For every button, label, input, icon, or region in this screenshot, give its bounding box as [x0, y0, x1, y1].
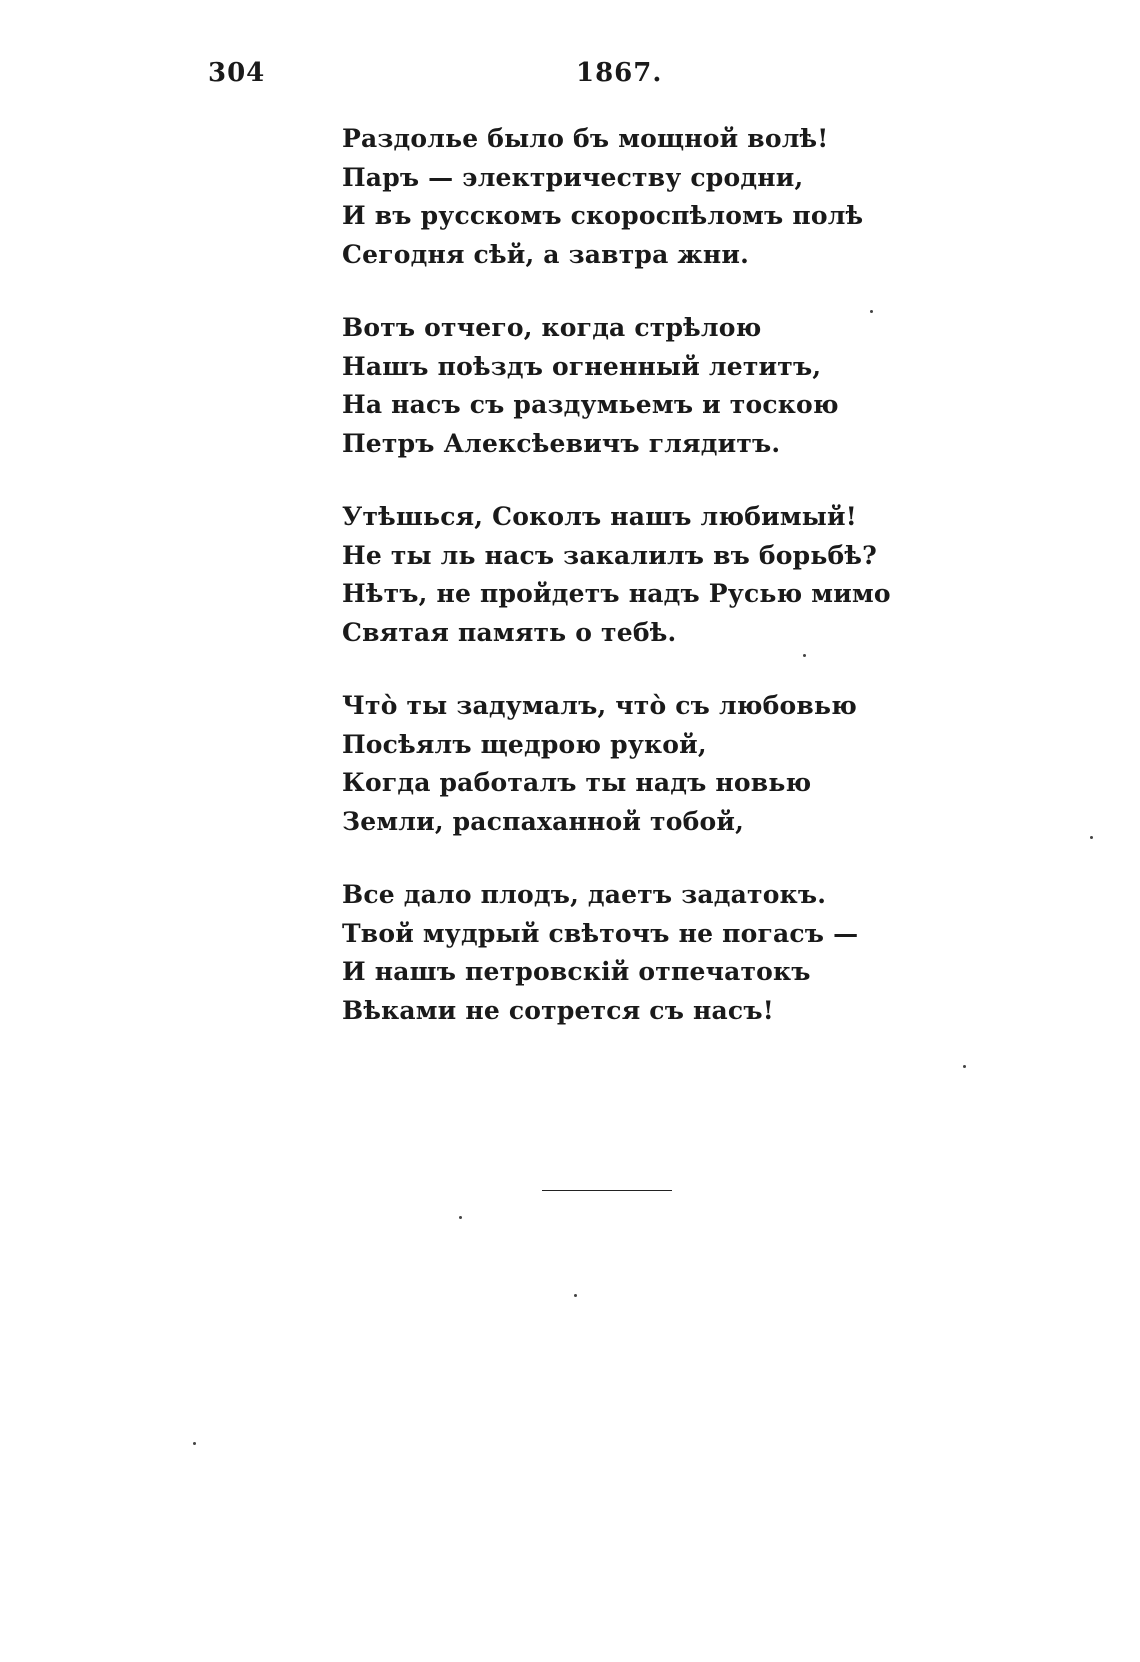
- poem-line: Паръ — электричеству сродни,: [342, 162, 804, 192]
- print-speck: [1090, 836, 1093, 839]
- poem-line: Вѣками не сотрется съ насъ!: [342, 995, 774, 1025]
- poem-line: Что̀ ты задумалъ, что̀ съ любовью: [342, 691, 857, 720]
- print-speck: [963, 1065, 966, 1068]
- print-speck: [574, 1294, 577, 1297]
- poem-line: Сегодня сѣй, а завтра жни.: [342, 239, 749, 269]
- stanza-1: [342, 120, 902, 274]
- poem-line: Петръ Алексѣевичъ глядитъ.: [342, 428, 781, 458]
- poem-line: И нашъ петровскій отпечатокъ: [342, 957, 811, 986]
- print-speck: [803, 654, 806, 657]
- poem-line: Нашъ поѣздъ огненный летитъ,: [342, 351, 822, 381]
- poem-line: Утѣшься, Соколъ нашъ любимый!: [342, 502, 857, 531]
- stanza-5: [342, 876, 902, 1030]
- page-number: 304: [208, 58, 266, 88]
- poem-line: Вотъ отчего, когда стрѣлою: [342, 313, 762, 342]
- stanza-2: [342, 309, 902, 463]
- poem-line: На насъ съ раздумьемъ и тоскою: [342, 390, 839, 419]
- poem-line: Когда работалъ ты надъ новью: [342, 768, 812, 797]
- poem-line: Все дало плодъ, даетъ задатокъ.: [342, 880, 827, 909]
- poem: [342, 120, 902, 1065]
- running-head-year: 1867.: [576, 58, 663, 88]
- print-speck: [193, 1442, 196, 1445]
- print-speck: [870, 310, 873, 313]
- poem-line: Раздолье было бъ мощной волѣ!: [342, 124, 829, 153]
- poem-line: Не ты ль насъ закалилъ въ борьбѣ?: [342, 540, 878, 570]
- poem-line: Нѣтъ, не пройдетъ надъ Русью мимо: [342, 579, 891, 608]
- stanza-4: [342, 687, 902, 841]
- print-speck: [459, 1216, 462, 1219]
- end-rule: [542, 1190, 672, 1191]
- poem-line: И въ русскомъ скороспѣломъ полѣ: [342, 201, 864, 230]
- poem-line: Земли, распаханной тобой,: [342, 806, 745, 836]
- poem-line: Твой мудрый свѣточъ не погасъ —: [342, 918, 859, 948]
- stanza-3: [342, 498, 902, 652]
- poem-line: Посѣялъ щедрою рукой,: [342, 729, 707, 759]
- poem-line: Святая память о тебѣ.: [342, 617, 677, 647]
